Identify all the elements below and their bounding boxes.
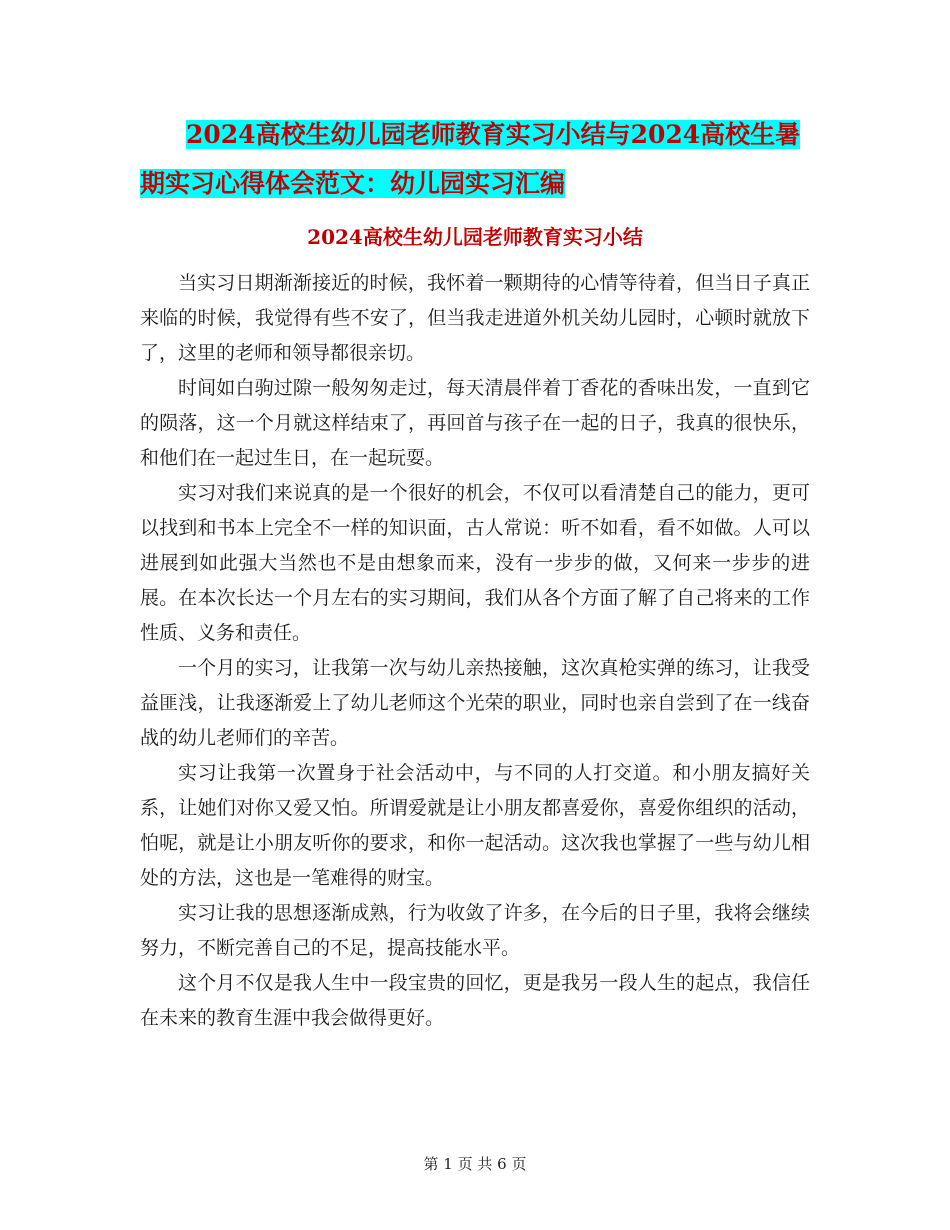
- section-title: 2024高校生幼儿园老师教育实习小结: [307, 225, 643, 249]
- paragraph-4: 一个月的实习，让我第一次与幼儿亲热接触，这次真枪实弹的练习，让我受益匪浅，让我逐渐爱上了幼儿老师这个光荣的职业，同时也亲自尝到了在一线奋战的幼儿老师们的辛苦。: [140, 657, 810, 749]
- document-title-line-2: [140, 159, 820, 208]
- document-title-line-1: [140, 110, 820, 159]
- document-title: [140, 110, 820, 208]
- title-highlight: 期实习心得体会范文：幼儿园实习汇编: [140, 169, 566, 198]
- title-highlight: 2024高校生幼儿园老师教育实习小结与2024高校生暑: [186, 120, 801, 149]
- paragraph-6: 实习让我的思想逐渐成熟，行为收敛了许多，在今后的日子里，我将会继续努力，不断完善自己的不足，提高技能水平。: [140, 902, 810, 959]
- paragraph-2: 时间如白驹过隙一般匆匆走过，每天清晨伴着丁香花的香味出发，一直到它的陨落，这一个月就这样结束了，再回首与孩子在一起的日子，我真的很快乐，和他们在一起过生日，在一起玩耍。: [140, 377, 810, 469]
- paragraph-5: 实习让我第一次置身于社会活动中，与不同的人打交道。和小朋友搞好关系，让她们对你又爱又怕。所谓爱就是让小朋友都喜爱你，喜爱你组织的活动，怕呢，就是让小朋友听你的要求，和你一起活动。这次我也掌握了一些与幼儿相处的方法，这也是一笔难得的财宝。: [140, 762, 810, 889]
- paragraph-1: 当实习日期渐渐接近的时候，我怀着一颗期待的心情等待着，但当日子真正来临的时候，我觉得有些不安了，但当我走进道外机关幼儿园时，心顿时就放下了，这里的老师和领导都很亲切。: [140, 272, 810, 364]
- body-text: [140, 266, 810, 1036]
- paragraph-3: 实习对我们来说真的是一个很好的机会，不仅可以看清楚自己的能力，更可以找到和书本上完全不一样的知识面，古人常说：听不如看，看不如做。人可以进展到如此强大当然也不是由想象而来，没有一步步的做，又何来一步步的进展。在本次长达一个月左右的实习期间，我们从各个方面了解了自己将来的工作性质、义务和责任。: [140, 482, 810, 644]
- paragraph-7: 这个月不仅是我人生中一段宝贵的回忆，更是我另一段人生的起点，我信任在未来的教育生涯中我会做得更好。: [140, 972, 810, 1029]
- page-number-footer: 第 1 页 共 6 页: [423, 1155, 527, 1173]
